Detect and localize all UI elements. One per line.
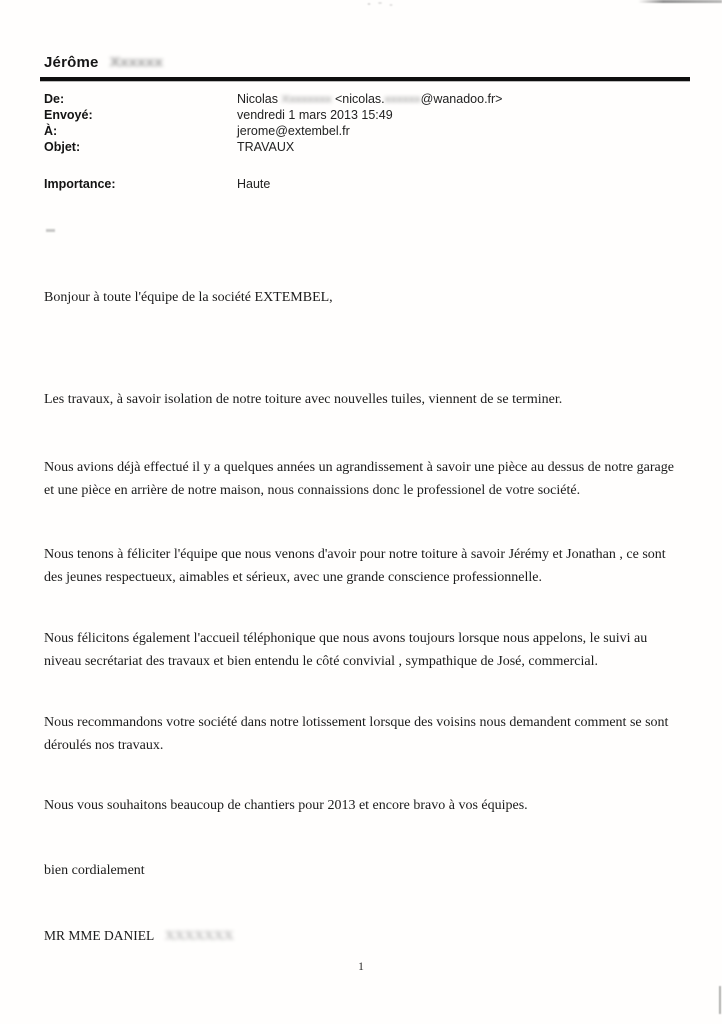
scan-artifact	[46, 229, 55, 232]
email-meta-fields	[44, 91, 674, 155]
field-label-from: De:	[44, 92, 65, 106]
mailbox-owner-header	[44, 54, 163, 71]
field-label-sent: Envoyé:	[44, 108, 93, 122]
signature-line	[44, 928, 233, 944]
scan-artifact	[363, 1, 397, 7]
sender-email-prefix: <nicolas.	[331, 92, 385, 106]
body-paragraph: Nous vous souhaitons beaucoup de chantiers pour 2013 et encore bravo à vos équipes.	[44, 798, 528, 813]
body-paragraph-greeting: Bonjour à toute l'équipe de la société EXTEMBEL,	[44, 290, 333, 305]
field-row-to	[44, 123, 674, 139]
body-paragraph: Nous avions déjà effectué il y a quelques années un agrandissement à savoir une pièce au dessus de notre garage et une pièce en arrière de notre maison, nous connaissions donc le professionel de votre société.	[44, 460, 674, 498]
redacted-sender-surname: Xxxxxxxx	[281, 92, 332, 106]
field-value-importance: Haute	[237, 177, 271, 191]
field-row-from	[44, 91, 674, 107]
redacted-owner-surname: Xxxxxx	[109, 54, 163, 71]
signature-names: MR MME DANIEL	[44, 928, 154, 943]
field-row-importance	[44, 176, 674, 192]
field-label-to: À:	[44, 124, 58, 138]
sender-email-domain: @wanadoo.fr>	[420, 92, 503, 106]
page-number: 1	[358, 961, 364, 973]
field-value-to: jerome@extembel.fr	[237, 124, 350, 138]
header-divider	[40, 77, 690, 81]
field-value-subject: TRAVAUX	[237, 140, 295, 154]
field-label-subject: Objet:	[44, 140, 81, 154]
field-row-sent	[44, 107, 674, 123]
sender-first-name: Nicolas	[237, 92, 282, 106]
field-row-subject	[44, 139, 674, 155]
scan-artifact	[719, 986, 721, 1014]
body-paragraph: Nous recommandons votre société dans notre lotissement lorsque des voisins nous demandent comment se sont déroulés nos travaux.	[44, 715, 669, 753]
body-paragraph: Nous félicitons également l'accueil téléphonique que nous avons toujours lorsque nous appelons, le suivi au niveau secrétariat des travaux et bien entendu le côté convivial , sympathique de José, commercial.	[44, 631, 648, 669]
owner-first-name: Jérôme	[44, 54, 99, 71]
field-value-from	[237, 91, 502, 107]
body-paragraph: Nous tenons à féliciter l'équipe que nous venons d'avoir pour notre toiture à savoir Jérémy et Jonathan , ce sont des jeunes respectueux, aimables et sérieux, avec une grande conscience professionnelle.	[44, 547, 666, 585]
scan-artifact	[638, 0, 722, 3]
body-paragraph: Les travaux, à savoir isolation de notre toiture avec nouvelles tuiles, viennent de se terminer.	[44, 392, 563, 407]
redacted-sender-email-part: xxxxxx	[384, 92, 421, 106]
field-label-importance: Importance:	[44, 177, 116, 191]
closing-salutation: bien cordialement	[44, 863, 145, 878]
redacted-signature-surname: XXXXXXX	[165, 928, 234, 943]
field-value-sent: vendredi 1 mars 2013 15:49	[237, 108, 393, 122]
